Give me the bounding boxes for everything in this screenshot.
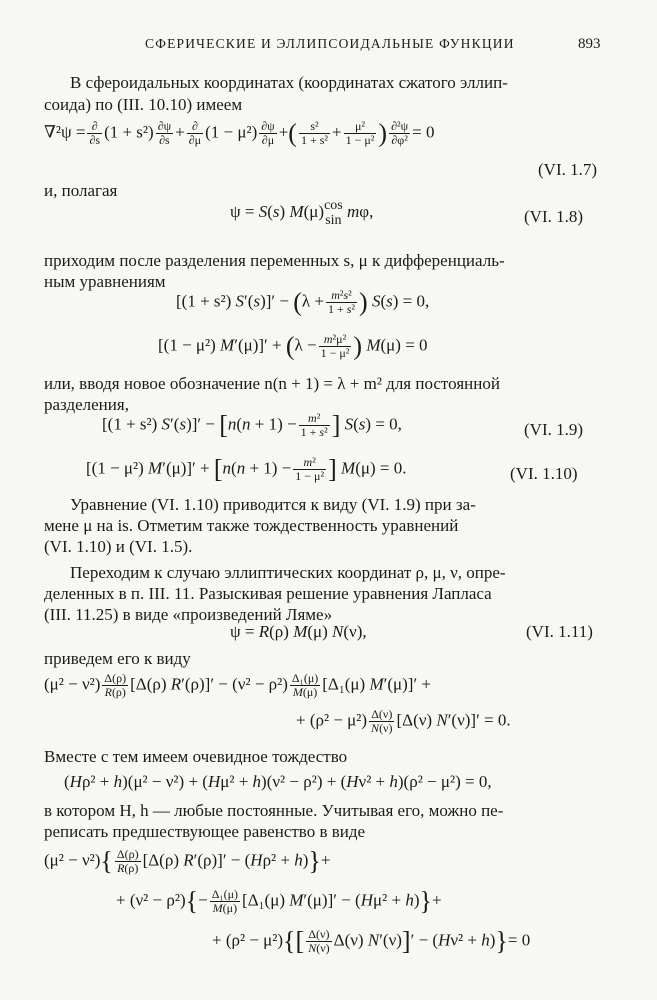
equation-separation: ψ = S(s) M(μ) cos sin mφ, <box>230 198 374 228</box>
paragraph-line: Вместе с тем имеем очевидное тождество <box>44 747 348 766</box>
paragraph-line: приведем его к виду <box>44 649 191 668</box>
paragraph-line: приходим после разделения переменных s, μ к дифференциаль- <box>44 251 505 270</box>
equation-lame-product: ψ = R(ρ) M(μ) N(ν), <box>230 622 367 641</box>
equation-number: (VI. 1.11) <box>526 622 593 641</box>
equation-rewrite-line2: + (ν² − ρ²){− $\frac{\text{Δ₁(μ)}}{M(\mu)}$ [Δ₁(μ) M′(μ)]′ − (Hμ² + h)}+ <box>116 886 442 916</box>
equation-rewrite-line1: (μ² − ν²){ $\frac{\Delta(\rho)}{R(\rho)}$ [Δ(ρ) R′(ρ)]′ − (Hρ² + h)}+ <box>44 846 331 876</box>
equation-ode-s-n: [(1 + s²) S′(s)]′ − [n(n + 1) − $\frac{\text{m²}}{\text{1 + s²}}$ ] S(s) = 0, <box>102 410 402 440</box>
equation-identity: (Hρ² + h)(μ² − ν²) + (Hμ² + h)(ν² − ρ²) + (Hν² + h)(ρ² − μ²) = 0, <box>64 772 492 791</box>
paragraph-line: соида) по (III. 10.10) имеем <box>44 95 243 114</box>
paragraph-line: или, вводя новое обозначение n(n + 1) = λ + m² для постоянной <box>44 374 500 393</box>
paragraph-line: мене μ на is. Отметим также тождественность уравнений <box>44 516 459 535</box>
equation-ode-mu: [(1 − μ²) M′(μ)]′ + (λ − $\frac{\text{m²μ²}}{\text{1 − μ²}}$ ) M(μ) = 0 <box>158 331 428 361</box>
equation-number: (VI. 1.10) <box>510 464 578 483</box>
equation-number: (VI. 1.8) <box>524 207 584 226</box>
page-number: 893 <box>578 36 601 52</box>
equation-elliptic-line2: + (ρ² − μ²) $\frac{\Delta(\nu)}{N(\nu)}$ [Δ(ν) N′(ν)]′ = 0. <box>296 707 511 735</box>
paragraph-line: ным уравнениям <box>44 272 166 291</box>
equation-ode-mu-n: [(1 − μ²) M′(μ)]′ + [n(n + 1) − $\frac{\text{m²}}{\text{1 − μ²}}$ ] M(μ) = 0. <box>86 454 407 484</box>
paragraph-line: (III. 11.25) в виде «произведений Ляме» <box>44 605 333 624</box>
equation-ode-s: [(1 + s²) S′(s)]′ − (λ + $\frac{\text{m²s²}}{\text{1 + s²}}$ ) S(s) = 0, <box>176 287 430 317</box>
running-header: СФЕРИЧЕСКИЕ И ЭЛЛИПСОИДАЛЬНЫЕ ФУНКЦИИ <box>145 36 515 51</box>
paragraph-line: Уравнение (VI. 1.10) приводится к виду (VI. 1.9) при за- <box>70 495 476 514</box>
equation-number: (VI. 1.7) <box>538 160 598 179</box>
equation-elliptic-line1: (μ² − ν²) $\frac{\Delta(\rho)}{R(\rho)}$ [Δ(ρ) R′(ρ)]′ − (ν² − ρ²) $\frac{\text{Δ₁(μ)}}{M(\mu)}$ [Δ₁(μ) M′(μ)]′ + <box>44 671 432 699</box>
equation-laplace-spheroidal: ∇²ψ = $\frac{\partial}{\partial s}$ (1 + s²) $\frac{\partial\psi}{\partial s}$ + $\frac{\partial}{\partial\mu}$ (1 − μ²) $\frac{\partial\psi}{\partial\mu}$ +( $\frac{\text{s²}}{\text{1 + s²}}$ + $\frac{\text{μ²}}{\text{1 − μ²}}$ ) $\frac{\text{∂²ψ}}{\text{∂φ²}}$ = 0 <box>44 118 435 148</box>
paragraph-line: деленных в п. III. 11. Разыскивая решение уравнения Лапласа <box>44 584 492 603</box>
paragraph-line: (VI. 1.10) и (VI. 1.5). <box>44 537 193 556</box>
equation-rewrite-line3: + (ρ² − μ²){[ $\frac{\Delta(\nu)}{N(\nu)}$ Δ(ν) N′(ν)]′ − (Hν² + h)}= 0 <box>212 926 531 956</box>
paragraph-line: Переходим к случаю эллиптических координат ρ, μ, ν, опре- <box>70 563 506 582</box>
equation-number: (VI. 1.9) <box>524 420 584 439</box>
paragraph-line: разделения, <box>44 395 129 414</box>
paragraph-line: в котором H, h — любые постоянные. Учитывая его, можно пе- <box>44 801 504 820</box>
paragraph-line: реписать предшествующее равенство в виде <box>44 822 366 841</box>
paragraph-line: В сфероидальных координатах (координатах сжатого эллип- <box>70 73 508 92</box>
paragraph-line: и, полагая <box>44 181 118 200</box>
